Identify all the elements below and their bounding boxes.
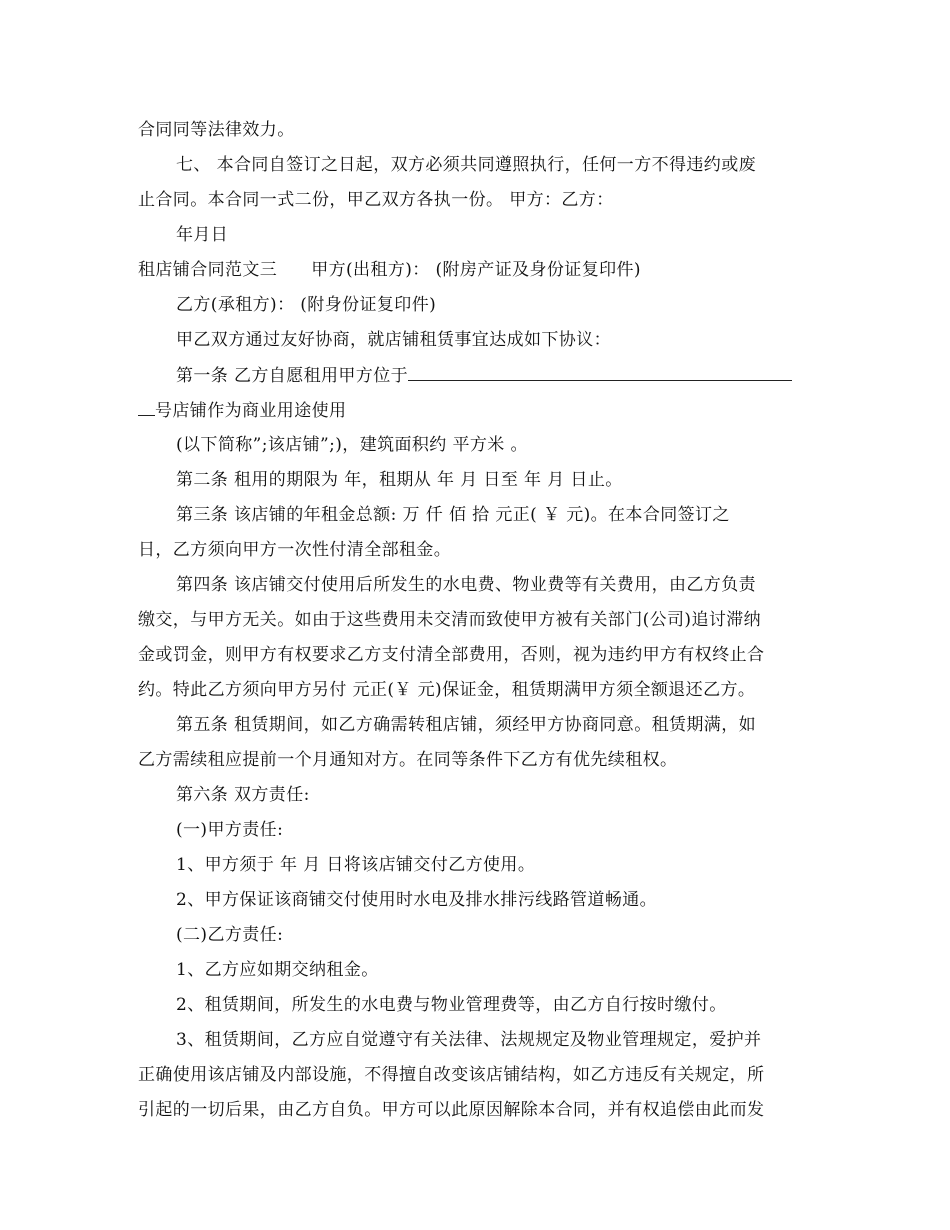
list-item: 2、甲方保证该商铺交付使用时水电及排水排污线路管道畅通。 xyxy=(176,890,658,910)
article-4-line: 第四条 该店铺交付使用后所发生的水电费、物业费等有关费用，由乙方负责 xyxy=(176,575,757,595)
paragraph-line: 日，乙方须向甲方一次性付清全部租金。 xyxy=(138,540,452,560)
paragraph-line: 合同同等法律效力。 xyxy=(138,120,295,140)
article-6-line: 第六条 双方责任: xyxy=(176,785,310,805)
clause-7-line: 七、 本合同自签订之日起，双方必须共同遵照执行，任何一方不得违约或废 xyxy=(176,155,757,175)
list-item: 3、租赁期间，乙方应自觉遵守有关法律、法规规定及物业管理规定，爱护并 xyxy=(176,1030,762,1050)
article-1-cont xyxy=(138,398,818,422)
paragraph-line: 正确使用该店铺及内部设施，不得擅自改变该店铺结构，如乙方违反有关规定，所 xyxy=(138,1065,765,1085)
list-item: 1、乙方应如期交纳租金。 xyxy=(176,960,379,980)
area-line: (以下简称”;该店铺”;)，建筑面积约 平方米 。 xyxy=(176,435,528,455)
section-title: 租店铺合同范文三 xyxy=(138,260,278,280)
paragraph-line: 引起的一切后果，由乙方自负。甲方可以此原因解除本合同，并有权追偿由此而发 xyxy=(138,1100,765,1120)
list-item: 2、租赁期间，所发生的水电费与物业管理费等，由乙方自行按时缴付。 xyxy=(176,995,727,1015)
article-1-text: 第一条 乙方自愿租用甲方位于 xyxy=(176,366,409,386)
party-a-duties-heading: (一)甲方责任: xyxy=(176,820,284,840)
article-3-line: 第三条 该店铺的年租金总额: 万 仟 佰 拾 元正( ￥ 元)。在本合同签订之 xyxy=(176,505,730,525)
paragraph-line: 约。特此乙方须向甲方另付 元正(￥ 元)保证金，租赁期满甲方须全额退还乙方。 xyxy=(138,680,756,700)
paragraph-line: 金或罚金，则甲方有权要求乙方支付清全部费用，否则，视为违约甲方有权终止合 xyxy=(138,645,765,665)
party-b-line: 乙方(承租方)： (附身份证复印件) xyxy=(176,295,437,315)
paragraph-line: 止合同。本合同一式二份，甲乙双方各执一份。 甲方：乙方： xyxy=(138,190,614,210)
paragraph-line: 缴交，与甲方无关。如由于这些费用未交清而致使甲方被有关部门(公司)追讨滞纳 xyxy=(138,610,762,630)
date-line: 年月日 xyxy=(176,225,229,245)
address-blank xyxy=(408,363,792,381)
shop-number-blank xyxy=(138,398,155,416)
article-2-line: 第二条 租用的期限为 年，租期从 年 月 日至 年 月 日止。 xyxy=(176,470,623,490)
article-5-line: 第五条 租赁期间，如乙方确需转租店铺，须经甲方协商同意。租赁期满，如 xyxy=(176,715,757,735)
agreement-intro: 甲乙双方通过友好协商，就店铺租赁事宜达成如下协议： xyxy=(176,330,611,350)
paragraph-line: 乙方需续租应提前一个月通知对方。在同等条件下乙方有优先续租权。 xyxy=(138,750,678,770)
article-1-cont-text: 号店铺作为商业用途使用 xyxy=(155,401,347,421)
party-b-duties-heading: (二)乙方责任: xyxy=(176,925,284,945)
section-heading-line xyxy=(138,258,818,282)
article-1-line xyxy=(176,363,818,387)
party-a-label: 甲方(出租方)： (附房产证及身份证复印件) xyxy=(311,260,641,280)
list-item: 1、甲方须于 年 月 日将该店铺交付乙方使用。 xyxy=(176,855,536,875)
